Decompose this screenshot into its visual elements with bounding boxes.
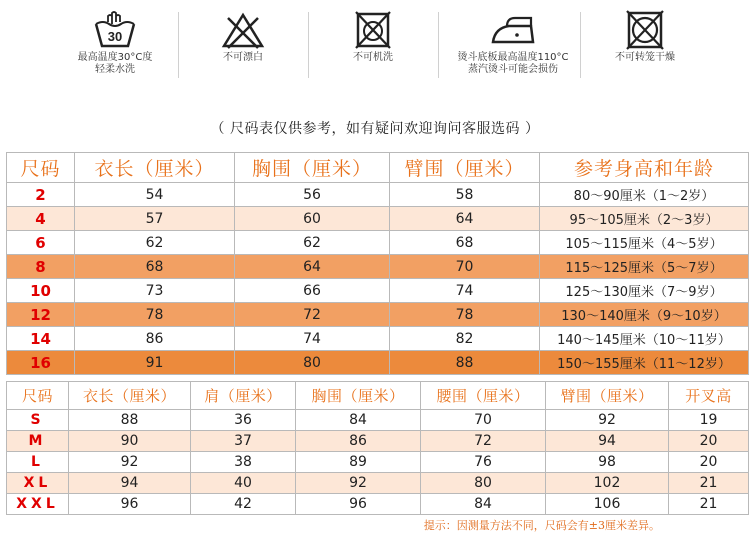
- table-row: [7, 473, 749, 494]
- table-cell: 72: [421, 431, 546, 452]
- table-row: [7, 351, 749, 375]
- table-cell: 94: [69, 473, 191, 494]
- header-length: 衣长（厘米）: [75, 153, 235, 183]
- table-cell: 98: [546, 452, 669, 473]
- table-cell: 89: [296, 452, 421, 473]
- table-cell: 64: [390, 207, 540, 231]
- table-row: [7, 279, 749, 303]
- table-header-row: [7, 153, 749, 183]
- header-size: 尺码: [7, 153, 75, 183]
- table-cell: 57: [75, 207, 235, 231]
- size-cell: 2: [7, 183, 75, 207]
- header-slit-height: 开叉高: [669, 382, 749, 410]
- table-cell: 102: [546, 473, 669, 494]
- hand-wash-30-icon: [92, 10, 138, 50]
- table-cell: 82: [390, 327, 540, 351]
- table-cell: 20: [669, 431, 749, 452]
- table-cell: 90: [69, 431, 191, 452]
- table-row: [7, 431, 749, 452]
- size-cell: L: [7, 452, 69, 473]
- table-row: [7, 327, 749, 351]
- kids-size-table: [6, 152, 749, 375]
- table-cell: 80: [235, 351, 390, 375]
- size-cell: 12: [7, 303, 75, 327]
- table-cell: 115～125厘米（5～7岁）: [540, 255, 749, 279]
- header-waist: 腰围（厘米）: [421, 382, 546, 410]
- table-cell: 73: [75, 279, 235, 303]
- table-cell: 105～115厘米（4～5岁）: [540, 231, 749, 255]
- size-disclaimer: （ 尺码表仅供参考，如有疑问欢迎询问客服选码 ）: [210, 121, 540, 137]
- table-cell: 84: [296, 410, 421, 431]
- header-chest: 胸围（厘米）: [296, 382, 421, 410]
- care-instructions: [0, 0, 750, 94]
- table-cell: 140～145厘米（10～11岁）: [540, 327, 749, 351]
- care-item-hand-wash: [50, 0, 180, 94]
- table-cell: 88: [390, 351, 540, 375]
- care-label-no-tumble-dry: 不可转笼干燥: [615, 52, 675, 63]
- table-cell: 96: [69, 494, 191, 515]
- table-cell: 92: [296, 473, 421, 494]
- size-cell: M: [7, 431, 69, 452]
- care-item-no-machine-wash: [308, 0, 438, 94]
- size-cell: S: [7, 410, 69, 431]
- table-cell: 62: [75, 231, 235, 255]
- svg-text:30: 30: [107, 29, 123, 44]
- table-cell: 56: [235, 183, 390, 207]
- table-cell: 78: [390, 303, 540, 327]
- header-arm: 臂围（厘米）: [546, 382, 669, 410]
- table-cell: 80: [421, 473, 546, 494]
- table-cell: 20: [669, 452, 749, 473]
- care-label-no-bleach: 不可漂白: [223, 52, 263, 63]
- care-item-no-tumble-dry: [580, 0, 710, 94]
- table-cell: 86: [75, 327, 235, 351]
- table-cell: 76: [421, 452, 546, 473]
- table-cell: 72: [235, 303, 390, 327]
- table-cell: 58: [390, 183, 540, 207]
- table-cell: 74: [235, 327, 390, 351]
- header-shoulder: 肩（厘米）: [191, 382, 296, 410]
- table-cell: 125～130厘米（7～9岁）: [540, 279, 749, 303]
- table-cell: 106: [546, 494, 669, 515]
- table-cell: 42: [191, 494, 296, 515]
- table-cell: 92: [69, 452, 191, 473]
- table-cell: 80～90厘米（1～2岁）: [540, 183, 749, 207]
- size-cell: 16: [7, 351, 75, 375]
- table-cell: 54: [75, 183, 235, 207]
- table-cell: 21: [669, 494, 749, 515]
- table-row: [7, 452, 749, 473]
- table-cell: 150～155厘米（11～12岁）: [540, 351, 749, 375]
- table-cell: 19: [669, 410, 749, 431]
- table-cell: 62: [235, 231, 390, 255]
- table-cell: 91: [75, 351, 235, 375]
- size-cell: 6: [7, 231, 75, 255]
- table-cell: 37: [191, 431, 296, 452]
- table-cell: 70: [390, 255, 540, 279]
- table-cell: 40: [191, 473, 296, 494]
- table-cell: 96: [296, 494, 421, 515]
- header-length: 衣长（厘米）: [69, 382, 191, 410]
- header-height-age: 参考身高和年龄: [540, 153, 749, 183]
- table-cell: 38: [191, 452, 296, 473]
- table-cell: 66: [235, 279, 390, 303]
- size-cell: 14: [7, 327, 75, 351]
- table-cell: 74: [390, 279, 540, 303]
- table-cell: 70: [421, 410, 546, 431]
- table-cell: 92: [546, 410, 669, 431]
- size-cell: 4: [7, 207, 75, 231]
- care-label-iron: 烫斗底板最高温度110°C 蒸汽烫斗可能会损伤: [457, 52, 569, 75]
- care-item-no-bleach: [178, 0, 308, 94]
- iron-110-icon: [485, 10, 541, 50]
- measurement-note: 提示：因测量方法不同，尺码会有±3厘米差异。: [423, 519, 660, 532]
- size-cell: 10: [7, 279, 75, 303]
- table-row: [7, 207, 749, 231]
- table-row: [7, 255, 749, 279]
- care-label-hand-wash: 最高温度30°C度 轻柔水洗: [77, 52, 153, 75]
- table-row: [7, 183, 749, 207]
- table-header-row: [7, 382, 749, 410]
- table-cell: 94: [546, 431, 669, 452]
- header-chest: 胸围（厘米）: [235, 153, 390, 183]
- size-cell: 8: [7, 255, 75, 279]
- no-machine-wash-icon: [350, 10, 396, 50]
- table-cell: 64: [235, 255, 390, 279]
- care-label-no-machine-wash: 不可机洗: [353, 52, 393, 63]
- table-cell: 21: [669, 473, 749, 494]
- no-bleach-icon: [220, 10, 266, 50]
- table-cell: 68: [75, 255, 235, 279]
- adult-size-table: [6, 381, 749, 515]
- table-cell: 95～105厘米（2～3岁）: [540, 207, 749, 231]
- table-cell: 78: [75, 303, 235, 327]
- table-cell: 86: [296, 431, 421, 452]
- care-item-iron: [438, 0, 588, 94]
- table-cell: 84: [421, 494, 546, 515]
- size-cell: XXL: [7, 494, 69, 515]
- table-row: [7, 410, 749, 431]
- table-cell: 88: [69, 410, 191, 431]
- table-row: [7, 303, 749, 327]
- size-cell: XL: [7, 473, 69, 494]
- header-arm: 臂围（厘米）: [390, 153, 540, 183]
- table-cell: 68: [390, 231, 540, 255]
- table-cell: 60: [235, 207, 390, 231]
- table-cell: 130～140厘米（9～10岁）: [540, 303, 749, 327]
- no-tumble-dry-icon: [622, 10, 668, 50]
- table-row: [7, 231, 749, 255]
- header-size: 尺码: [7, 382, 69, 410]
- table-row: [7, 494, 749, 515]
- table-cell: 36: [191, 410, 296, 431]
